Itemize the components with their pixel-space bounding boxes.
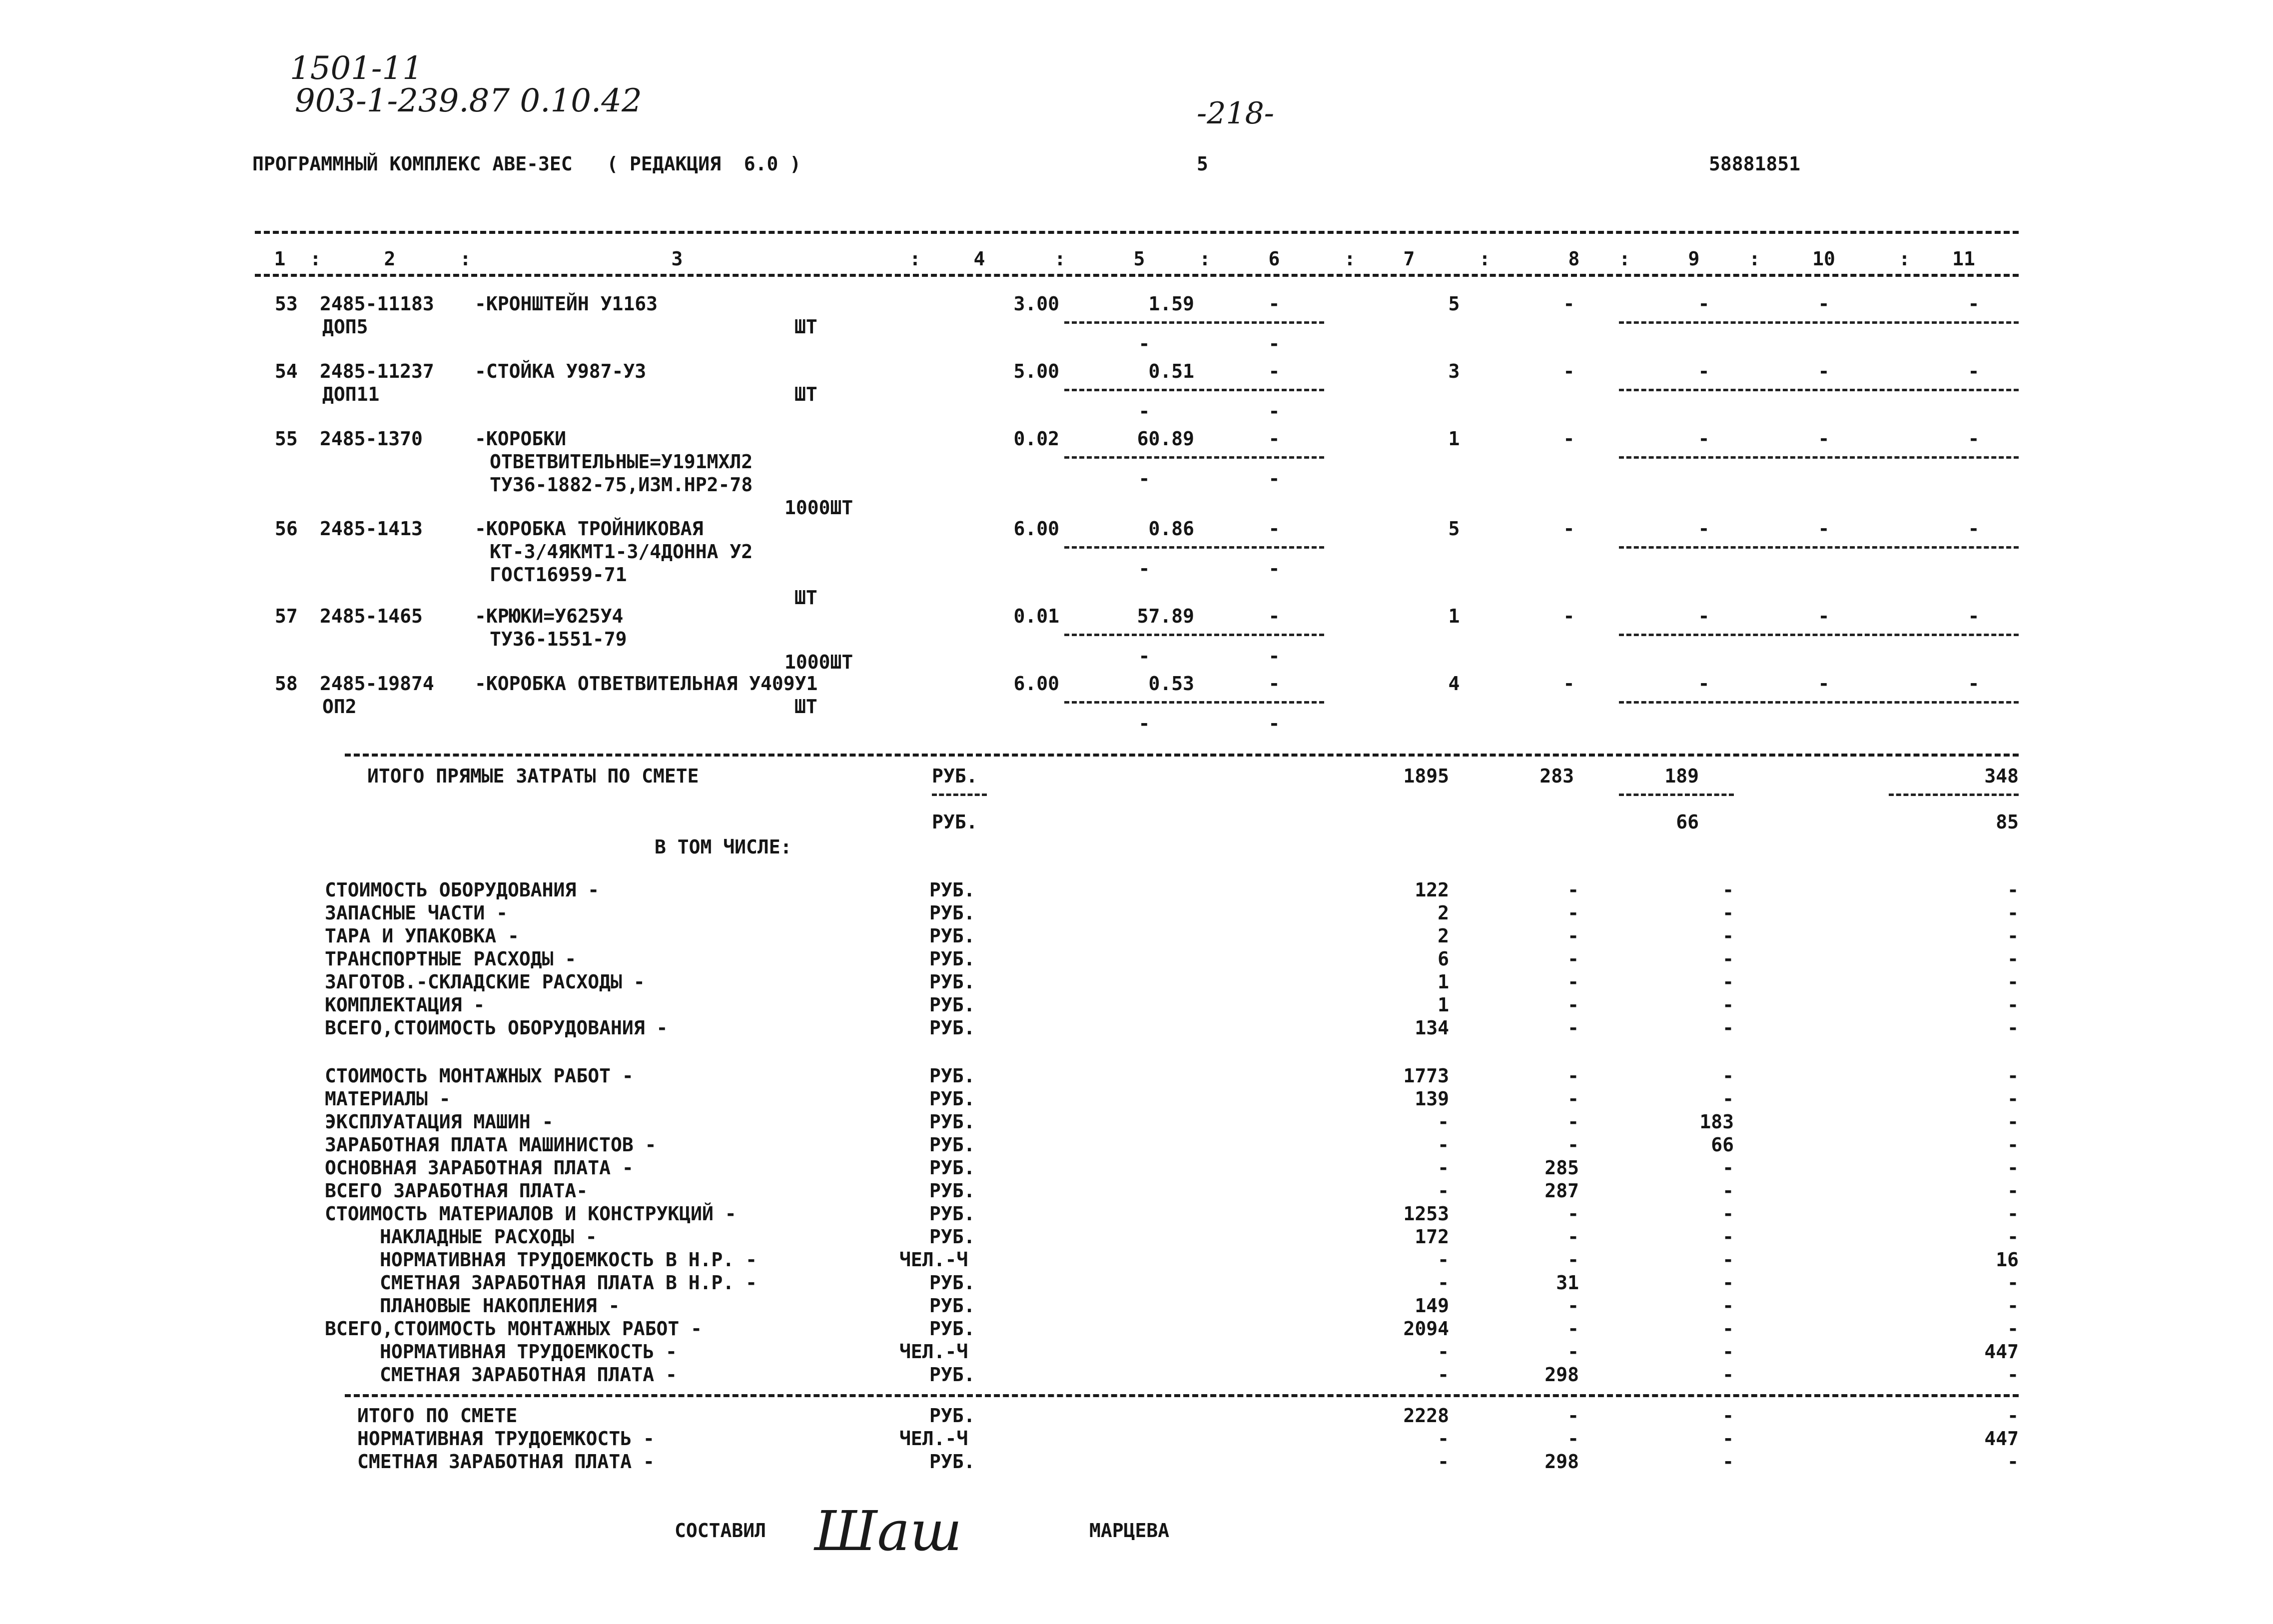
summary-c9: 183 [1699, 1111, 1734, 1133]
column-header: 3 [671, 248, 683, 270]
row-dash: - [1268, 558, 1280, 580]
summary-c9: - [1722, 879, 1734, 901]
dashed-separator [1064, 321, 1324, 324]
row-qty: 0.01 [1013, 605, 1059, 627]
summary-c8: 285 [1544, 1157, 1579, 1179]
dashed-separator [1064, 701, 1324, 704]
row-c11: - [1968, 360, 1980, 382]
dashed-separator [1619, 634, 2019, 636]
row-c6: - [1268, 605, 1280, 627]
row-unit: 1000ШТ [784, 497, 853, 519]
row-unit: ШТ [794, 696, 817, 718]
summary-c9: - [1722, 1272, 1734, 1294]
row-code: 2485-1413 [320, 518, 423, 540]
summary-c7: - [1438, 1249, 1449, 1271]
grand-c9: - [1722, 1405, 1734, 1427]
grand-c8: 298 [1544, 1451, 1579, 1473]
summary-c8: - [1567, 1341, 1579, 1363]
summary-c7: - [1438, 1180, 1449, 1202]
summary-c7: 139 [1415, 1088, 1449, 1110]
summary-label: КОМПЛЕКТАЦИЯ - [325, 994, 485, 1016]
summary-label: СТОИМОСТЬ МАТЕРИАЛОВ И КОНСТРУКЦИЙ - [325, 1203, 737, 1225]
summary-unit: РУБ. [929, 971, 975, 993]
row-number: 58 [275, 673, 298, 695]
row-c9: - [1698, 673, 1710, 695]
summary-c11: - [2007, 925, 2019, 947]
dashed-separator [1064, 389, 1324, 391]
row-c8: - [1563, 293, 1575, 315]
column-header: 10 [1812, 248, 1835, 270]
grand-c9: - [1722, 1451, 1734, 1473]
summary-c9: - [1722, 902, 1734, 924]
summary-label: НАКЛАДНЫЕ РАСХОДЫ - [380, 1226, 597, 1248]
program-header: ПРОГРАММНЫЙ КОМПЛЕКС АВЕ-ЗЕС ( РЕДАКЦИЯ 6.0 ) [252, 153, 801, 175]
page-number: -218- [1197, 96, 1275, 131]
row-c6: - [1268, 518, 1280, 540]
total-direct-c8: 283 [1539, 765, 1574, 787]
column-header: 7 [1403, 248, 1415, 270]
grand-label: НОРМАТИВНАЯ ТРУДОЕМКОСТЬ - [357, 1428, 655, 1450]
summary-c8: - [1567, 1088, 1579, 1110]
column-header: 4 [973, 248, 985, 270]
grand-label: СМЕТНАЯ ЗАРАБОТНАЯ ПЛАТА - [357, 1451, 655, 1473]
row-dash: - [1138, 400, 1150, 422]
summary-unit: РУБ. [929, 1318, 975, 1340]
summary-c9: - [1722, 1249, 1734, 1271]
summary-c9: - [1722, 948, 1734, 970]
dashed-separator [1619, 546, 2019, 549]
row-dash: - [1268, 333, 1280, 355]
summary-c11: - [2007, 971, 2019, 993]
row-unit: ШТ [794, 587, 817, 609]
row-c9: - [1698, 293, 1710, 315]
row-c8: - [1563, 673, 1575, 695]
dashed-separator [1619, 321, 2019, 324]
summary-c7: - [1438, 1134, 1449, 1156]
row-qty: 6.00 [1013, 673, 1059, 695]
row-c7: 5 [1448, 293, 1460, 315]
dashed-separator [1619, 456, 2019, 459]
row-name: ГОСТ16959-71 [490, 564, 627, 586]
summary-label: НОРМАТИВНАЯ ТРУДОЕМКОСТЬ - [380, 1341, 677, 1363]
row-c9: - [1698, 428, 1710, 450]
row-c8: - [1563, 428, 1575, 450]
column-separator: : [1479, 248, 1491, 270]
row-c7: 1 [1448, 428, 1460, 450]
summary-unit: РУБ. [929, 994, 975, 1016]
row-name: -КОРОБКА ТРОЙНИКОВАЯ [475, 518, 704, 540]
row-price: 0.53 [1148, 673, 1194, 695]
summary-unit: РУБ. [929, 1226, 975, 1248]
summary-unit: РУБ. [929, 1364, 975, 1386]
row-c8: - [1563, 518, 1575, 540]
row-c8: - [1563, 360, 1575, 382]
dashed-separator [1619, 389, 2019, 391]
row-unit: ШТ [794, 383, 817, 405]
summary-unit: РУБ. [929, 1111, 975, 1133]
handwritten-line-2: 903-1-239.87 0.10.42 [295, 82, 642, 119]
dashed-separator [1064, 546, 1324, 549]
summary-c11: - [2007, 1157, 2019, 1179]
summary-label: СТОИМОСТЬ ОБОРУДОВАНИЯ - [325, 879, 600, 901]
summary-c7: - [1438, 1111, 1449, 1133]
row-dash: - [1138, 645, 1150, 667]
total-direct-c11: 348 [1984, 765, 2019, 787]
row-c9: - [1698, 518, 1710, 540]
summary-c7: - [1438, 1341, 1449, 1363]
row-c7: 4 [1448, 673, 1460, 695]
document-code: 58881851 [1709, 153, 1801, 175]
summary-c11: - [2007, 1180, 2019, 1202]
grand-c8: - [1567, 1405, 1579, 1427]
summary-c7: 1 [1438, 994, 1449, 1016]
summary-c11: - [2007, 1272, 2019, 1294]
summary-unit: РУБ. [929, 1157, 975, 1179]
summary-c8: - [1567, 948, 1579, 970]
grand-total-rule [345, 1394, 2019, 1397]
row-number: 54 [275, 360, 298, 382]
summary-c8: - [1567, 1134, 1579, 1156]
row-name: -КОРОБКИ [475, 428, 567, 450]
column-separator: : [310, 248, 321, 270]
row-name: -КРЮКИ=У625У4 [475, 605, 624, 627]
summary-c8: - [1567, 1249, 1579, 1271]
row-name: -КРОНШТЕЙН У1163 [475, 293, 658, 315]
summary-label: СТОИМОСТЬ МОНТАЖНЫХ РАБОТ - [325, 1065, 634, 1087]
summary-c11: - [2007, 1364, 2019, 1386]
summary-unit: РУБ. [929, 948, 975, 970]
summary-unit: РУБ. [929, 879, 975, 901]
row-c11: - [1968, 605, 1980, 627]
summary-c7: - [1438, 1272, 1449, 1294]
table-top-rule [255, 231, 2019, 234]
total-direct-unit-2: РУБ. [932, 811, 978, 833]
row-c6: - [1268, 428, 1280, 450]
summary-label: ОСНОВНАЯ ЗАРАБОТНАЯ ПЛАТА - [325, 1157, 634, 1179]
row-price: 0.51 [1148, 360, 1194, 382]
grand-unit: РУБ. [929, 1451, 975, 1473]
composed-label: СОСТАВИЛ [675, 1520, 766, 1542]
summary-c11: - [2007, 1318, 2019, 1340]
row-sub: ДОП5 [322, 316, 368, 338]
row-name: ТУ36-1551-79 [490, 628, 627, 650]
summary-c9: - [1722, 1157, 1734, 1179]
summary-c8: - [1567, 1295, 1579, 1317]
row-number: 55 [275, 428, 298, 450]
summary-label: ВСЕГО,СТОИМОСТЬ МОНТАЖНЫХ РАБОТ - [325, 1318, 702, 1340]
column-separator: : [909, 248, 921, 270]
row-dash: - [1268, 400, 1280, 422]
summary-c7: 172 [1415, 1226, 1449, 1248]
total-direct-unit: РУБ. [932, 765, 978, 787]
summary-c11: - [2007, 1065, 2019, 1087]
row-unit: ШТ [794, 316, 817, 338]
table-header-rule [255, 274, 2019, 277]
row-dash: - [1138, 333, 1150, 355]
handwritten-line-1: 1501-11 [290, 50, 423, 87]
summary-unit: РУБ. [929, 1065, 975, 1087]
summary-c11: - [2007, 1226, 2019, 1248]
summary-c8: - [1567, 1017, 1579, 1039]
summary-label: СМЕТНАЯ ЗАРАБОТНАЯ ПЛАТА - [380, 1364, 677, 1386]
grand-c7: 2228 [1403, 1405, 1449, 1427]
summary-unit: ЧЕЛ.-Ч [899, 1341, 968, 1363]
summary-label: ЗАРАБОТНАЯ ПЛАТА МАШИНИСТОВ - [325, 1134, 657, 1156]
summary-c8: - [1567, 1318, 1579, 1340]
column-separator: : [1054, 248, 1066, 270]
summary-label: НОРМАТИВНАЯ ТРУДОЕМКОСТЬ В Н.Р. - [380, 1249, 757, 1271]
column-header: 11 [1952, 248, 1975, 270]
column-header: 9 [1688, 248, 1700, 270]
summary-label: ЗАГОТОВ.-СКЛАДСКИЕ РАСХОДЫ - [325, 971, 645, 993]
grand-unit: РУБ. [929, 1405, 975, 1427]
summary-c9: - [1722, 1341, 1734, 1363]
row-code: 2485-1465 [320, 605, 423, 627]
summary-c8: - [1567, 925, 1579, 947]
column-separator: : [1899, 248, 1910, 270]
column-separator: : [1749, 248, 1760, 270]
row-c11: - [1968, 518, 1980, 540]
row-c6: - [1268, 360, 1280, 382]
summary-c11: - [2007, 1088, 2019, 1110]
summary-c11: - [2007, 879, 2019, 901]
summary-c8: - [1567, 1065, 1579, 1087]
summary-label: ПЛАНОВЫЕ НАКОПЛЕНИЯ - [380, 1295, 620, 1317]
row-number: 56 [275, 518, 298, 540]
summary-c9: - [1722, 1226, 1734, 1248]
grand-c11: - [2007, 1451, 2019, 1473]
row-c10: - [1818, 673, 1830, 695]
column-separator: : [1344, 248, 1356, 270]
total-direct-label: ИТОГО ПРЯМЫЕ ЗАТРАТЫ ПО СМЕТЕ [367, 765, 699, 787]
grand-c11: 447 [1984, 1428, 2019, 1450]
grand-label: ИТОГО ПО СМЕТЕ [357, 1405, 518, 1427]
summary-c9: - [1722, 1088, 1734, 1110]
dashed-separator [1064, 634, 1324, 636]
summary-c11: - [2007, 1134, 2019, 1156]
column-header: 1 [274, 248, 286, 270]
page-index: 5 [1197, 153, 1208, 175]
row-price: 57.89 [1137, 605, 1194, 627]
row-name: -СТОЙКА У987-У3 [475, 360, 647, 382]
row-name: ОТВЕТВИТЕЛЬНЫЕ=У191МХЛ2 [490, 451, 753, 473]
column-header: 6 [1268, 248, 1280, 270]
row-c11: - [1968, 428, 1980, 450]
summary-c8: 298 [1544, 1364, 1579, 1386]
summary-c11: - [2007, 1295, 2019, 1317]
row-sub: ДОП11 [322, 383, 380, 405]
summary-c7: 2 [1438, 925, 1449, 947]
signature: Шаш [814, 1499, 962, 1563]
summary-c11: - [2007, 994, 2019, 1016]
summary-unit: РУБ. [929, 1272, 975, 1294]
row-dash: - [1138, 713, 1150, 735]
row-name: -КОРОБКА ОТВЕТВИТЕЛЬНАЯ У409У1 [475, 673, 818, 695]
grand-c9: - [1722, 1428, 1734, 1450]
grand-c7: - [1438, 1428, 1449, 1450]
row-name: ТУ36-1882-75,ИЗМ.НР2-78 [490, 474, 753, 496]
total-direct-c9: 189 [1664, 765, 1699, 787]
row-price: 1.59 [1148, 293, 1194, 315]
summary-c8: 31 [1556, 1272, 1579, 1294]
summary-unit: РУБ. [929, 1180, 975, 1202]
grand-c7: - [1438, 1451, 1449, 1473]
row-code: 2485-11237 [320, 360, 434, 382]
summary-c8: - [1567, 879, 1579, 901]
grand-c8: - [1567, 1428, 1579, 1450]
summary-c7: 2 [1438, 902, 1449, 924]
total-direct-c11b: 85 [1996, 811, 2019, 833]
summary-unit: РУБ. [929, 902, 975, 924]
summary-c11: - [2007, 1203, 2019, 1225]
summary-c11: 447 [1984, 1341, 2019, 1363]
summary-c9: - [1722, 971, 1734, 993]
summary-label: ТАРА И УПАКОВКА - [325, 925, 519, 947]
row-c8: - [1563, 605, 1575, 627]
summary-c7: 1773 [1403, 1065, 1449, 1087]
summary-c11: - [2007, 1111, 2019, 1133]
summary-c7: 6 [1438, 948, 1449, 970]
row-number: 53 [275, 293, 298, 315]
row-qty: 0.02 [1013, 428, 1059, 450]
summary-c7: 2094 [1403, 1318, 1449, 1340]
summary-label: ЗАПАСНЫЕ ЧАСТИ - [325, 902, 508, 924]
grand-unit: ЧЕЛ.-Ч [899, 1428, 968, 1450]
summary-c7: - [1438, 1157, 1449, 1179]
column-header: 8 [1568, 248, 1580, 270]
summary-c9: - [1722, 1295, 1734, 1317]
row-c6: - [1268, 293, 1280, 315]
summary-c11: - [2007, 1017, 2019, 1039]
row-code: 2485-19874 [320, 673, 434, 695]
column-header: 2 [384, 248, 396, 270]
row-dash: - [1138, 468, 1150, 490]
row-c10: - [1818, 605, 1830, 627]
row-price: 60.89 [1137, 428, 1194, 450]
summary-label: ВСЕГО ЗАРАБОТНАЯ ПЛАТА- [325, 1180, 588, 1202]
row-name: КТ-3/4ЯКМТ1-3/4ДОННА У2 [490, 541, 753, 563]
summary-c8: - [1567, 971, 1579, 993]
column-separator: : [460, 248, 471, 270]
summary-c9: 66 [1711, 1134, 1734, 1156]
row-code: 2485-11183 [320, 293, 434, 315]
row-c9: - [1698, 360, 1710, 382]
summary-c9: - [1722, 925, 1734, 947]
summary-c7: 1 [1438, 971, 1449, 993]
row-dash: - [1268, 468, 1280, 490]
summary-label: ТРАНСПОРТНЫЕ РАСХОДЫ - [325, 948, 577, 970]
summary-c7: 134 [1415, 1017, 1449, 1039]
row-c10: - [1818, 293, 1830, 315]
row-dash: - [1268, 713, 1280, 735]
summary-c8: 287 [1544, 1180, 1579, 1202]
composer-name: МАРЦЕВА [1089, 1520, 1170, 1542]
column-header: 5 [1133, 248, 1145, 270]
row-price: 0.86 [1148, 518, 1194, 540]
summary-c9: - [1722, 994, 1734, 1016]
totals-rule [345, 754, 2019, 757]
summary-c8: - [1567, 902, 1579, 924]
summary-c8: - [1567, 994, 1579, 1016]
row-qty: 3.00 [1013, 293, 1059, 315]
summary-label: ВСЕГО,СТОИМОСТЬ ОБОРУДОВАНИЯ - [325, 1017, 668, 1039]
row-c10: - [1818, 360, 1830, 382]
dashed-separator [1064, 456, 1324, 459]
row-dash: - [1138, 558, 1150, 580]
summary-c8: - [1567, 1111, 1579, 1133]
summary-c11: 16 [1996, 1249, 2019, 1271]
summary-c9: - [1722, 1017, 1734, 1039]
summary-unit: РУБ. [929, 1134, 975, 1156]
summary-label: СМЕТНАЯ ЗАРАБОТНАЯ ПЛАТА В Н.Р. - [380, 1272, 757, 1294]
including-label: В ТОМ ЧИСЛЕ: [655, 836, 792, 858]
summary-unit: РУБ. [929, 925, 975, 947]
summary-unit: ЧЕЛ.-Ч [899, 1249, 968, 1271]
summary-unit: РУБ. [929, 1295, 975, 1317]
row-c7: 5 [1448, 518, 1460, 540]
summary-c7: 1253 [1403, 1203, 1449, 1225]
summary-c7: 149 [1415, 1295, 1449, 1317]
row-c9: - [1698, 605, 1710, 627]
dashed-separator [1619, 701, 2019, 704]
row-dash: - [1268, 645, 1280, 667]
summary-c9: - [1722, 1065, 1734, 1087]
summary-c11: - [2007, 948, 2019, 970]
summary-c7: - [1438, 1364, 1449, 1386]
summary-unit: РУБ. [929, 1017, 975, 1039]
summary-c9: - [1722, 1364, 1734, 1386]
summary-c11: - [2007, 902, 2019, 924]
row-sub: ОП2 [322, 696, 357, 718]
row-c6: - [1268, 673, 1280, 695]
column-separator: : [1619, 248, 1630, 270]
row-code: 2485-1370 [320, 428, 423, 450]
row-unit: 1000ШТ [784, 651, 853, 673]
summary-label: ЭКСПЛУАТАЦИЯ МАШИН - [325, 1111, 554, 1133]
row-c7: 3 [1448, 360, 1460, 382]
summary-c9: - [1722, 1318, 1734, 1340]
summary-c9: - [1722, 1203, 1734, 1225]
summary-unit: РУБ. [929, 1203, 975, 1225]
row-c11: - [1968, 293, 1980, 315]
column-separator: : [1199, 248, 1211, 270]
row-c11: - [1968, 673, 1980, 695]
summary-c7: 122 [1415, 879, 1449, 901]
summary-unit: РУБ. [929, 1088, 975, 1110]
summary-label: МАТЕРИАЛЫ - [325, 1088, 451, 1110]
row-number: 57 [275, 605, 298, 627]
row-qty: 5.00 [1013, 360, 1059, 382]
summary-c8: - [1567, 1203, 1579, 1225]
summary-c9: - [1722, 1180, 1734, 1202]
total-direct-c7: 1895 [1403, 765, 1449, 787]
row-c10: - [1818, 518, 1830, 540]
summary-c8: - [1567, 1226, 1579, 1248]
total-direct-c9b: 66 [1676, 811, 1699, 833]
row-c7: 1 [1448, 605, 1460, 627]
row-c10: - [1818, 428, 1830, 450]
grand-c11: - [2007, 1405, 2019, 1427]
row-qty: 6.00 [1013, 518, 1059, 540]
